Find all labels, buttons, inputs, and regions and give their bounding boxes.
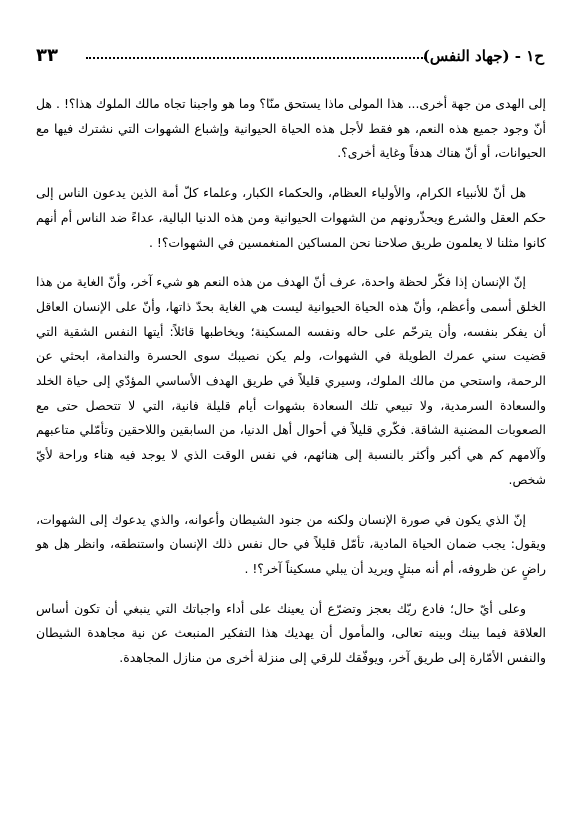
paragraph-4: إنّ الذي يكون في صورة الإنسان ولكنه من جنود الشيطان وأعوانه، والذي يدعوك إلى الشهوات، ويقول: يجب ضمان الحياة المادية، تأمّل قليلاً في حال نفس ذلك الإنسان واستنطقه، وانظر هل هو راضٍ عن ظروفه، أم أنه مبتلٍ ويريد أن يبلي مسكيناً آخر؟! . <box>36 511 546 576</box>
page-header <box>36 44 544 70</box>
header-dotted-leader <box>86 57 426 59</box>
paragraph-1: إلى الهدى من جهة أخرى... هذا المولى ماذا يستحق منّا؟ وما هو واجبنا تجاه مالك الملوك هذا؟! . هل أنّ وجود جميع هذه النعم، هو فقط لأجل هذه الحياة الحيوانية وإشباع الشهوات التي نشترك فيها مع الحيوانات، أو أنّ هناك هدفاً وغاية أخرى؟. <box>36 96 546 161</box>
body-text <box>36 92 546 686</box>
paragraph-2: هل أنّ للأنبياء الكرام، والأولياء العظام، والحكماء الكبار، وعلماء كلّ أمة الذين يدعون الناس إلى حكم العقل والشرع ويحذّرونهم من الشهوات الحيوانية ومن هذه الدنيا البالية، عداءً ضد الناس أم أنهم كانوا مثلنا لا يعلمون طريق صلاحنا نحن المساكين المنغمسين في الشهوات؟! . <box>36 185 546 250</box>
paragraph-3: إنّ الإنسان إذا فكّر لحظة واحدة، عرف أنّ الهدف من هذه النعم هو شيء آخر، وأنّ الغاية من هذا الخلق أسمى وأعظم، وأنّ هذه الحياة الحيوانية ليست هي الغاية بحدّ ذاتها، وأنّ على الإنسان العاقل أن يفكر بنفسه، وأن يترحّم على حاله ونفسه المسكينة؛ ويخاطبها قائلاً: أيتها النفس الشقية التي قضيت سني عمرك الطويلة في الشهوات، ولم يكن نصيبك سوى الحسرة والندامة، ابحثي عن الرحمة، واستحي من مالك الملوك، وسيري قليلاً في طريق الهدف الأساسي المؤدّي إلى حياة الخلد والسعادة السرمدية، ولا تبيعي تلك السعادة بشهوات أيام قليلة فانية، التي لا تتحصل حتى مع الصعوبات المضنية الشاقة. فكّري قليلاً في أحوال أهل الدنيا، من السابقين واللاحقين وتأمّلي متاعبهم وآلامهم كم هي أكبر وأكثر بالنسبة إلى هنائهم، في نفس الوقت الذي لا يوجد فيه هناء وراحة لأيّ شخص. <box>36 274 546 487</box>
paragraph-5: وعلى أيّ حال؛ فادع ربّك بعجز وتضرّع أن يعينك على أداء واجباتك التي ينبغي أن تكون أساس العلاقة فيما بينك وبينه تعالى، والمأمول أن يهديك هذا التفكير المنبعث عن نية مجاهدة الشيطان والنفس الأمّارة إلى طريق آخر، ويوفّقك للرقي إلى منزلة أخرى من منازل المجاهدة. <box>36 600 546 666</box>
page-number: ٣٣ <box>36 45 58 66</box>
chapter-title: ح١ - (جهاد النفس) <box>422 47 544 65</box>
